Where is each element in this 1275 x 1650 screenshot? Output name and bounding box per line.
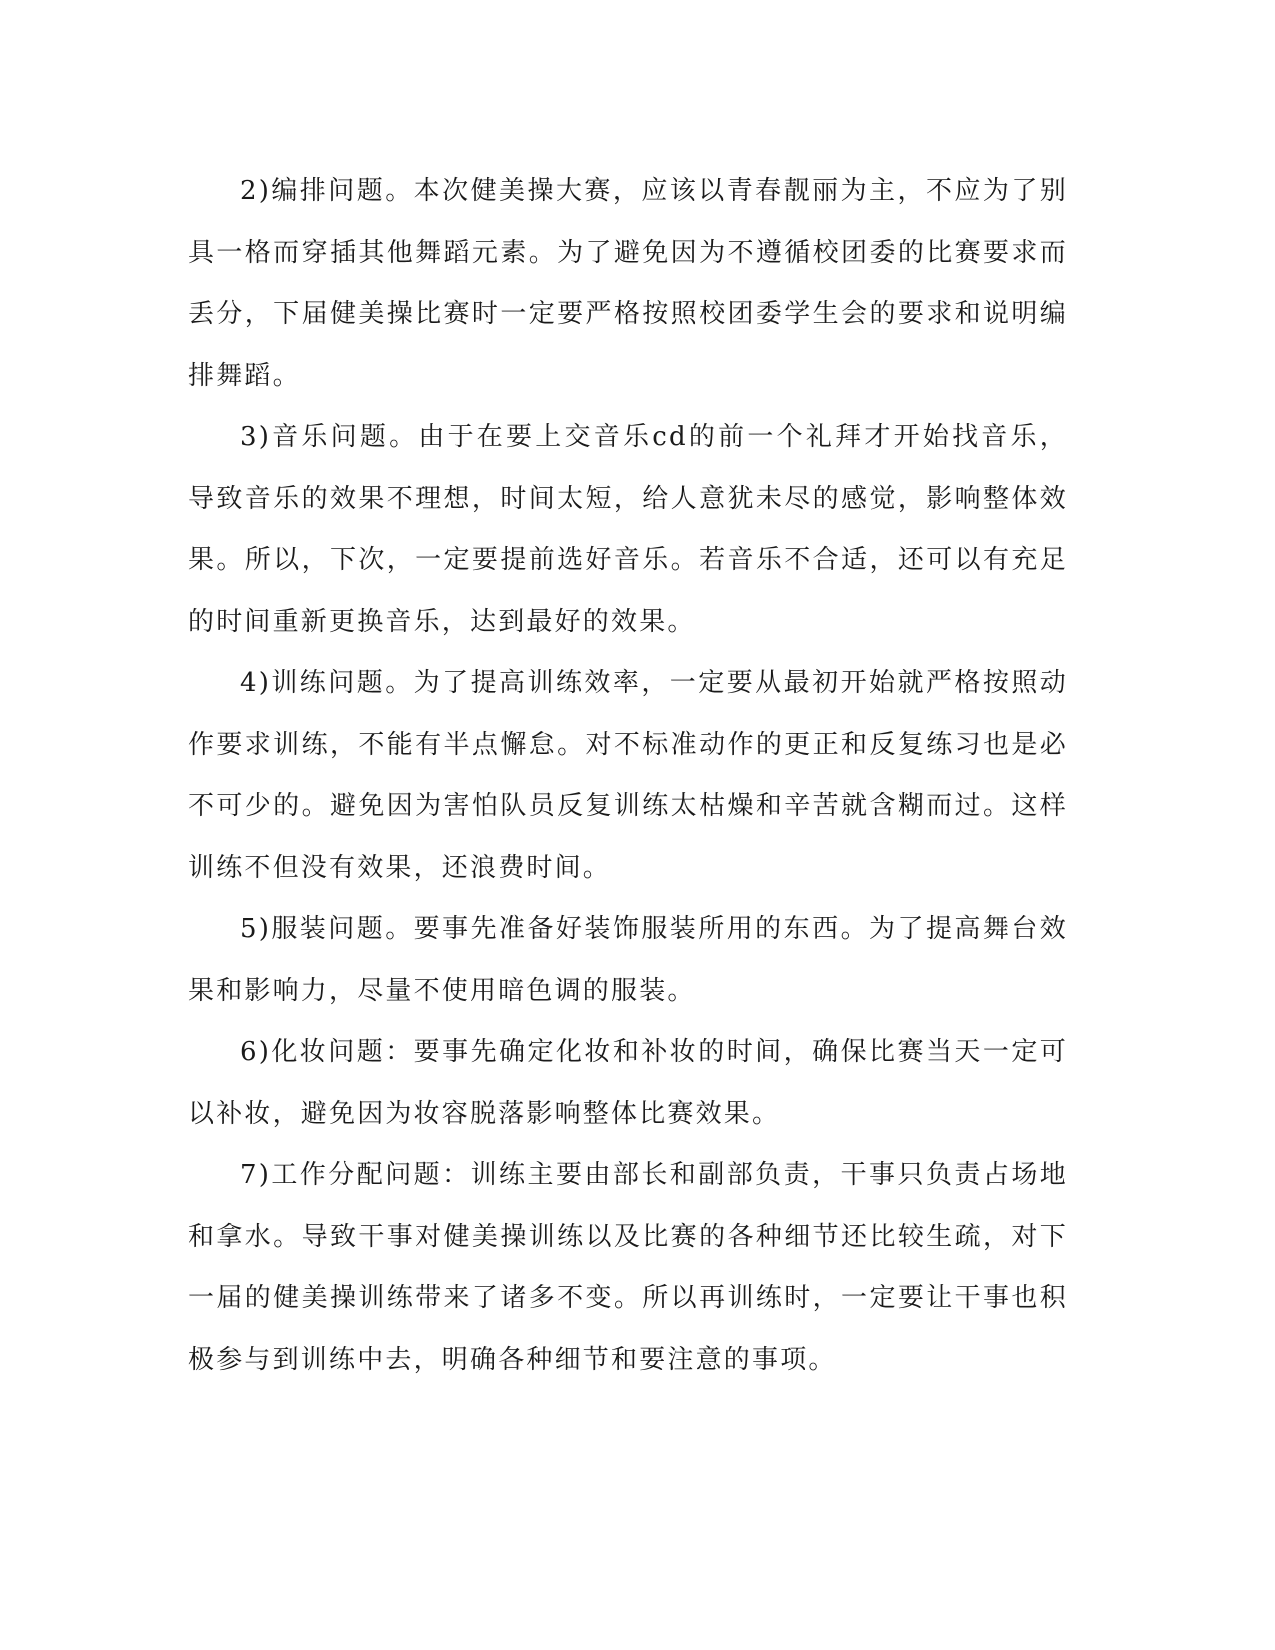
paragraph-costume: 5)服装问题。要事先准备好装饰服装所用的东西。为了提高舞台效果和影响力，尽量不使用暗色调的服装。: [188, 914, 1068, 1006]
paragraph-work-allocation: 7)工作分配问题：训练主要由部长和副部负责，干事只负责占场地和拿水。导致干事对健美操训练以及比赛的各种细节还比较生疏，对下一届的健美操训练带来了诸多不变。所以再训练时，一定要让干事也积极参与到训练中去，明确各种细节和要注意的事项。: [188, 1160, 1068, 1375]
paragraph-music: 3)音乐问题。由于在要上交音乐cd的前一个礼拜才开始找音乐，导致音乐的效果不理想，时间太短，给人意犹未尽的感觉，影响整体效果。所以，下次，一定要提前选好音乐。若音乐不合适，还可以有充足的时间重新更换音乐，达到最好的效果。: [188, 422, 1068, 637]
paragraph-training: 4)训练问题。为了提高训练效率，一定要从最初开始就严格按照动作要求训练，不能有半点懈怠。对不标准动作的更正和反复练习也是必不可少的。避免因为害怕队员反复训练太枯燥和辛苦就含糊而过。这样训练不但没有效果，还浪费时间。: [188, 668, 1068, 883]
document-body: [188, 161, 1068, 1391]
paragraph-choreography: 2)编排问题。本次健美操大赛，应该以青春靓丽为主，不应为了别具一格而穿插其他舞蹈元素。为了避免因为不遵循校团委的比赛要求而丢分，下届健美操比赛时一定要严格按照校团委学生会的要求和说明编排舞蹈。: [188, 176, 1068, 391]
paragraph-makeup: 6)化妆问题：要事先确定化妆和补妆的时间，确保比赛当天一定可以补妆，避免因为妆容脱落影响整体比赛效果。: [188, 1037, 1068, 1129]
